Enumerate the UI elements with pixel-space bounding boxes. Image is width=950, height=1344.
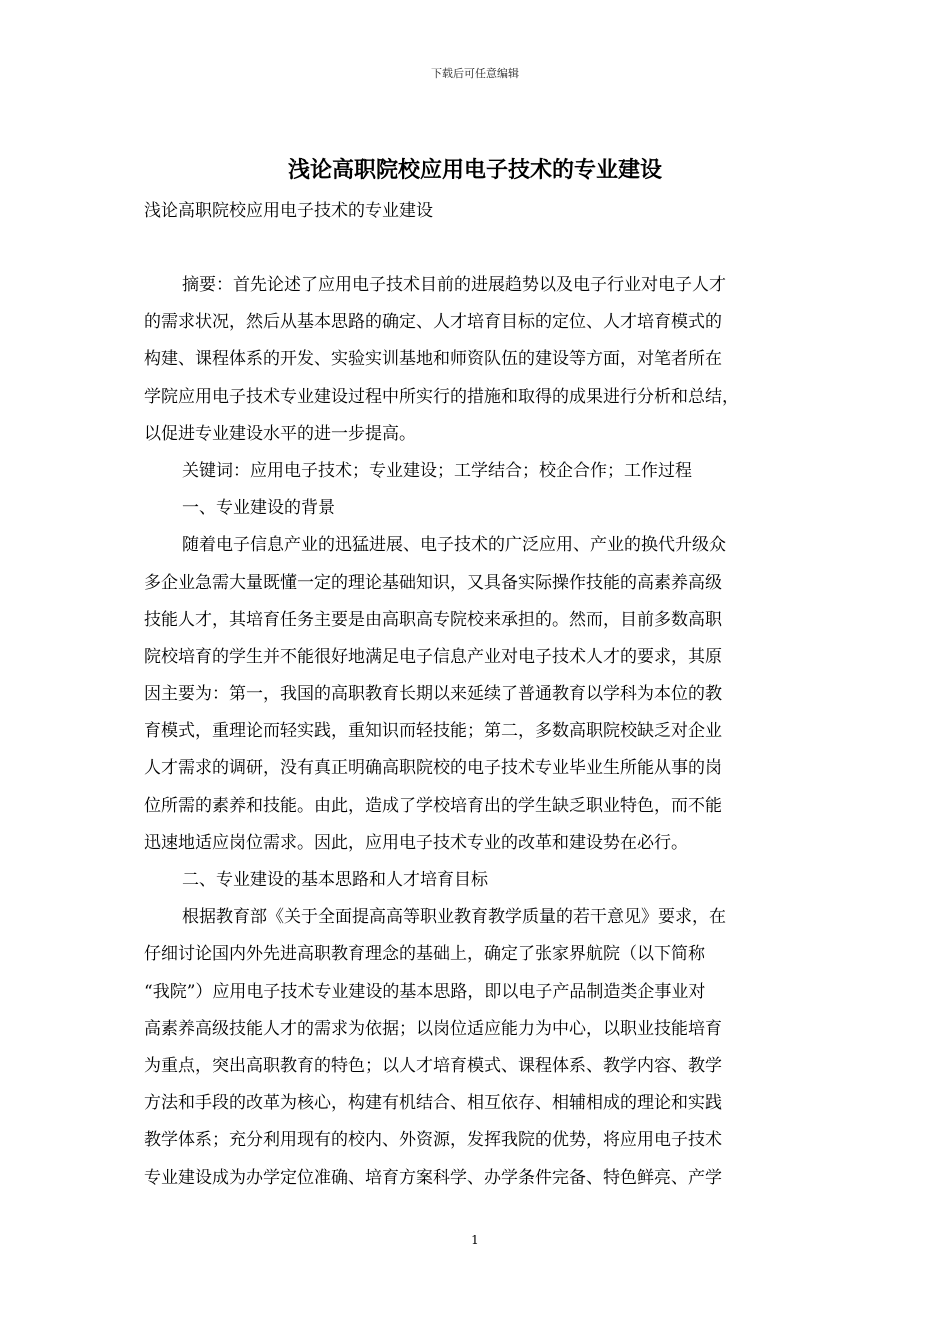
text-line: 根据教育部《关于全面提高高等职业教育教学质量的若干意见》要求，在 — [182, 907, 726, 928]
text-line: 迅速地适应岗位需求。因此，应用电子技术专业的改革和建设势在必行。 — [144, 832, 688, 853]
text-line: 的需求状况，然后从基本思路的确定、人才培育目标的定位、人才培育模式的 — [144, 312, 722, 333]
text-line: 人才需求的调研，没有真正明确高职院校的电子技术专业毕业生所能从事的岗 — [144, 758, 722, 779]
text-line: 仔细讨论国内外先进高职教育理念的基础上，确定了张家界航院（以下简称 — [144, 944, 705, 965]
text-line: 随着电子信息产业的迅猛进展、电子技术的广泛应用、产业的换代升级众 — [182, 535, 726, 556]
text-line: 二、专业建设的基本思路和人才培育目标 — [182, 870, 488, 890]
text-line: 构建、课程体系的开发、实验实训基地和师资队伍的建设等方面，对笔者所在 — [144, 349, 722, 370]
text-line: 技能人才，其培育任务主要是由高职高专院校来承担的。然而，目前多数高职 — [144, 609, 722, 630]
text-line: 学院应用电子技术专业建设过程中所实行的措施和取得的成果进行分析和总结， — [144, 386, 739, 407]
text-line: 专业建设成为办学定位准确、培育方案科学、办学条件完备、特色鲜亮、产学 — [144, 1167, 722, 1188]
text-line: 教学体系；充分利用现有的校内、外资源，发挥我院的优势，将应用电子技术 — [144, 1130, 722, 1151]
text-line: 多企业急需大量既懂一定的理论基础知识，又具备实际操作技能的高素养高级 — [144, 572, 722, 593]
header-note: 下载后可任意编辑 — [431, 67, 519, 80]
text-line: 为重点，突出高职教育的特色；以人才培育模式、课程体系、教学内容、教学 — [144, 1055, 722, 1076]
text-line: 位所需的素养和技能。由此，造成了学校培育出的学生缺乏职业特色，而不能 — [144, 795, 722, 816]
text-line: 育模式，重理论而轻实践，重知识而轻技能；第二，多数高职院校缺乏对企业 — [144, 721, 722, 742]
text-line: 院校培育的学生并不能很好地满足电子信息产业对电子技术人才的要求，其原 — [144, 646, 722, 667]
text-line: 高素养高级技能人才的需求为依据；以岗位适应能力为中心，以职业技能培育 — [144, 1018, 722, 1039]
text-line: 摘要：首先论述了应用电子技术目前的进展趋势以及电子行业对电子人才 — [182, 275, 726, 295]
text-line: 一、专业建设的背景 — [182, 498, 335, 519]
text-line: 以促进专业建设水平的进一步提高。 — [144, 423, 416, 444]
body-text — [144, 267, 820, 1197]
text-line: 关键词：应用电子技术；专业建设；工学结合；校企合作；工作过程 — [182, 460, 692, 481]
text-line: 方法和手段的改革为核心，构建有机结合、相互依存、相辅相成的理论和实践 — [144, 1093, 722, 1114]
document-subtitle: 浅论高职院校应用电子技术的专业建设 — [144, 201, 433, 221]
page-number: 1 — [471, 1233, 479, 1247]
document-title: 浅论高职院校应用电子技术的专业建设 — [287, 157, 662, 183]
text-line: 因主要为：第一，我国的高职教育长期以来延续了普通教育以学科为本位的教 — [144, 684, 722, 705]
text-line: “我院”）应用电子技术专业建设的基本思路，即以电子产品制造类企事业对 — [144, 981, 706, 1002]
